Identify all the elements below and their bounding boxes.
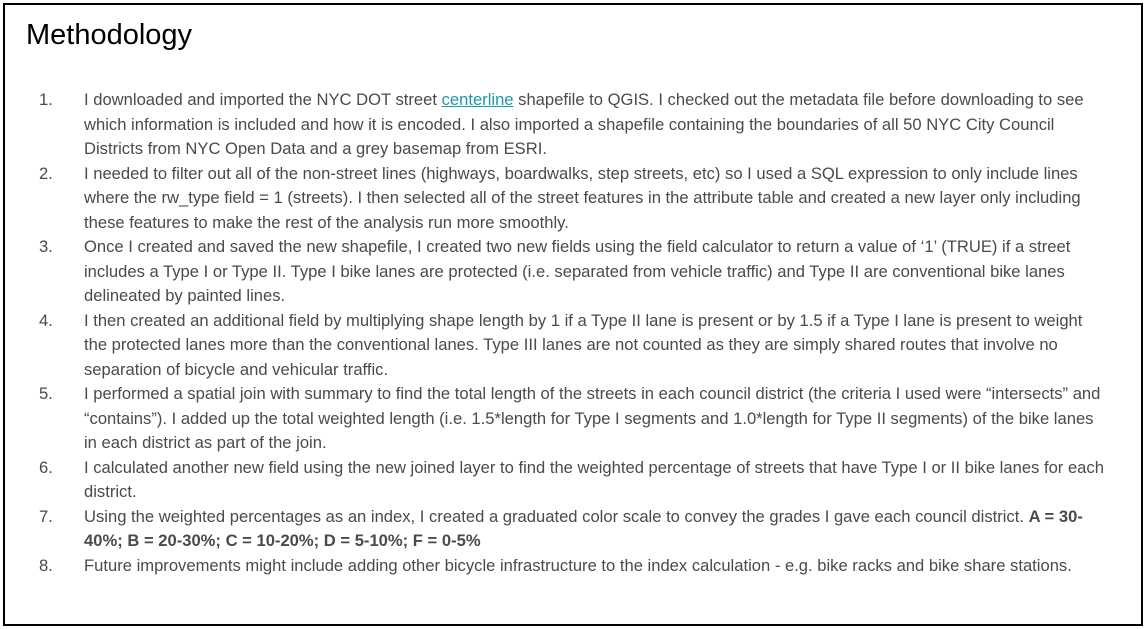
step-number: 5. xyxy=(39,384,53,403)
step-number: 4. xyxy=(39,310,53,330)
step-text: I performed a spatial join with summary to find the total length of the streets in each council district (the criteria I used were “intersects” and “contains”). I added up the total weighted length (i.e. 1.5*length for Type I segments and 1.0*length for Type II segments) of the bike lanes in each district as part of the join. xyxy=(84,384,1101,452)
step-text: Future improvements might include adding other bicycle infrastructure to the index calculation - e.g. bike racks and bike share stations. xyxy=(84,555,1072,575)
step-7 xyxy=(5,505,1141,554)
methodology-panel xyxy=(3,3,1143,626)
step-text: I downloaded and imported the NYC DOT street xyxy=(84,90,442,109)
step-text: I then created an additional field by multiplying shape length by 1 if a Type II lane is present or by 1.5 if a Type I lane is present to weight the protected lanes more than the conventional lanes. Type III lanes are not counted as they are simply shared routes that involve no separation of bicycle and vehicular traffic. xyxy=(84,310,1083,379)
step-text: Once I created and saved the new shapefile, I created two new fields using the field calculator to return a value of ‘1’ (TRUE) if a street includes a Type I or Type II. Type I bike lanes are protected (i.e. separated from vehicle traffic) and Type II are conventional bike lanes delineated by painted lines. xyxy=(84,237,1071,305)
methodology-steps xyxy=(5,88,1141,578)
step-number: 6. xyxy=(39,457,53,477)
step-text: shapefile to QGIS. I checked out the metadata file before downloading to see which information is included and how it is encoded. I also imported a shapefile containing the boundaries of all 50 NYC City Council Districts from NYC Open Data and a grey basemap from ESRI. xyxy=(84,90,1084,158)
grade-scale: A = 30-40%; B = 20-30%; C = 10-20%; D = 5-10%; F = 0-5% xyxy=(84,506,1083,550)
step-1 xyxy=(5,88,1141,162)
step-2 xyxy=(5,162,1141,236)
step-number: 3. xyxy=(39,237,53,256)
step-6 xyxy=(5,456,1141,505)
step-text: I calculated another new field using the new joined layer to find the weighted percentage of streets that have Type I or II bike lanes for each district. xyxy=(84,457,1104,501)
step-number: 1. xyxy=(39,90,53,109)
step-text: Using the weighted percentages as an index, I created a graduated color scale to convey the grades I gave each council district. xyxy=(84,506,1029,526)
centerline-link[interactable]: centerline xyxy=(441,90,514,109)
step-text: I needed to filter out all of the non-street lines (highways, boardwalks, step streets, etc) so I used a SQL expression to only include lines where the rw_type field = 1 (streets). I then selected all of the street features in the attribute table and created a new layer only including these features to make the rest of the analysis run more smoothly. xyxy=(84,163,1081,232)
step-number: 8. xyxy=(39,555,53,575)
step-8 xyxy=(5,554,1141,579)
step-3 xyxy=(5,235,1141,309)
step-5 xyxy=(5,382,1141,456)
page-title: Methodology xyxy=(26,19,193,51)
step-number: 2. xyxy=(39,163,53,183)
step-number: 7. xyxy=(39,506,53,526)
step-4 xyxy=(5,309,1141,383)
